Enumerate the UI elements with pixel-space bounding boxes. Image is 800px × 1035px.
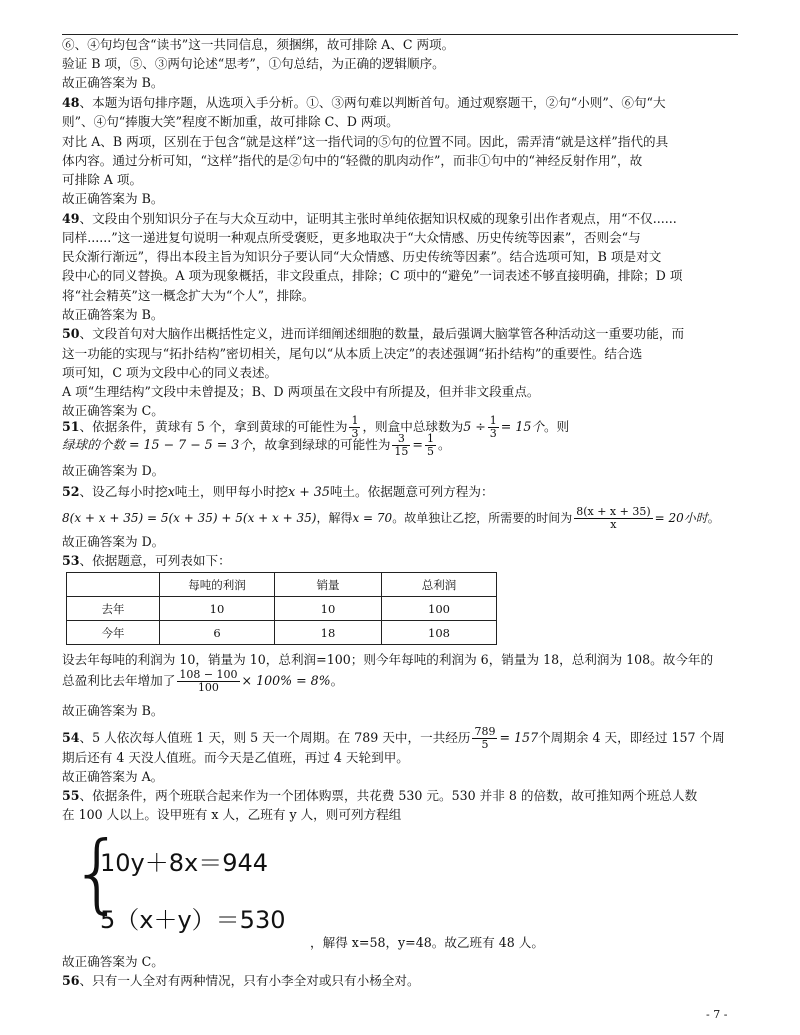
question-number: 50 bbox=[62, 326, 80, 341]
fraction bbox=[392, 433, 410, 458]
text-line: 体内容。通过分析可知，“这样”指代的是②句中的“轻微的肌肉动作”，而非①句中的“神经反射作用”，故 bbox=[62, 153, 643, 168]
question-53 bbox=[62, 552, 231, 570]
text: 、文段首句对大脑作出概括性定义，进而详细阐述细胞的数量，最后强调大脑掌管各种活动这一重要功能，而 bbox=[79, 326, 685, 341]
denominator: 3 bbox=[351, 427, 359, 440]
question-number: 53 bbox=[62, 553, 80, 568]
text-line: 项可知，C 项为文段中心的同义表述。 bbox=[62, 365, 278, 380]
denominator: 15 bbox=[394, 445, 409, 458]
numerator: 789 bbox=[474, 725, 496, 738]
text-line: 故正确答案为 B。 bbox=[62, 191, 164, 206]
formula: = bbox=[412, 437, 423, 452]
formula: = 20小时 bbox=[654, 511, 708, 525]
question-number: 51 bbox=[62, 419, 80, 434]
table-cell: 10 bbox=[160, 597, 275, 621]
text-line: 故正确答案为 B。 bbox=[62, 75, 164, 90]
text-line: 设去年每吨的利润为 10，销量为 10，总利润=100；则今年每吨的利润为 6，销量为 18，总利润为 108。故今年的 bbox=[62, 652, 714, 667]
question-54 bbox=[62, 724, 725, 752]
question-56 bbox=[62, 972, 420, 990]
text: 吨土，则甲每小时挖 bbox=[174, 484, 289, 499]
text-line: ⑥、④句均包含“读书”这一共同信息，须捆绑，故可排除 A、C 两项。 bbox=[62, 37, 455, 52]
table-header-cell: 每吨的利润 bbox=[160, 573, 275, 597]
question-52 bbox=[62, 483, 494, 501]
text-line: 故正确答案为 B。 bbox=[62, 703, 164, 718]
numerator: 1 bbox=[351, 414, 359, 427]
text: 、依据条件，两个班联合起来作为一个团体购票，共花费 530 元。530 并非 8 的倍数，故可推知两个班总人数 bbox=[79, 788, 698, 803]
table-header-cell: 总利润 bbox=[382, 573, 497, 597]
formula: x bbox=[167, 484, 175, 499]
text-line: 同样......”这一递进复句说明一种观点所受褒贬，更多地取决于“大众情感、历史传统等因素”，否则会“与 bbox=[62, 230, 641, 245]
text-line: 故正确答案为 A。 bbox=[62, 769, 164, 784]
text-line: 将“社会精英”这一概念扩大为“个人”，排除。 bbox=[62, 288, 315, 303]
text: 、依据条件，黄球有 5 个，拿到黄球的可能性为 bbox=[79, 419, 348, 434]
denominator: 5 bbox=[481, 738, 489, 751]
page-number: - 7 - bbox=[706, 1008, 728, 1021]
text-line: 可排除 A 项。 bbox=[62, 172, 143, 187]
equation-1: 10y＋8x＝944 bbox=[100, 849, 269, 877]
numerator: 108 − 100 bbox=[179, 668, 238, 681]
formula: x + 35 bbox=[288, 484, 330, 499]
text-line: 故正确答案为 C。 bbox=[62, 954, 164, 969]
table-cell: 今年 bbox=[67, 621, 160, 645]
text-line: 故正确答案为 D。 bbox=[62, 463, 165, 478]
question-number: 49 bbox=[62, 211, 80, 226]
table-cell: 108 bbox=[382, 621, 497, 645]
text: 、文段由个别知识分子在与大众互动中，证明其主张时单纯依据知识权威的现象引出作者观点，用“不仅...... bbox=[79, 211, 677, 226]
text: 。 bbox=[437, 437, 451, 452]
text-line: 期后还有 4 天没人值班。而今天是乙值班，再过 4 天轮到甲。 bbox=[62, 750, 409, 765]
numerator: 1 bbox=[426, 432, 434, 445]
numerator: 8(x + x + 35) bbox=[576, 505, 651, 518]
profit-table bbox=[66, 572, 497, 645]
text-line: 在 100 人以上。设甲班有 x 人，乙班有 y 人，则可列方程组 bbox=[62, 807, 402, 822]
fraction bbox=[425, 433, 436, 458]
table-cell: 18 bbox=[275, 621, 382, 645]
denominator: 3 bbox=[489, 427, 497, 440]
formula: 5 ÷ bbox=[463, 419, 486, 434]
text: ，解得 bbox=[316, 511, 353, 525]
formula: x = 70 bbox=[352, 511, 393, 525]
table-cell: 6 bbox=[160, 621, 275, 645]
text: 总盈利比去年增加了 bbox=[62, 673, 176, 688]
question-50 bbox=[62, 325, 684, 343]
text-line: 对比 A、B 两项，区别在于包含“就是这样”这一指代词的⑤句的位置不同。因此，需弄清“就是这样”指代的具 bbox=[62, 134, 669, 149]
question-number: 52 bbox=[62, 484, 80, 499]
text-line: 则”、④句“捧腹大笑”程度不断加重，故可排除 C、D 两项。 bbox=[62, 114, 399, 129]
text-line: 验证 B 项，⑤、③两句论述“思考”，①句总结，为正确的逻辑顺序。 bbox=[62, 56, 445, 71]
fraction bbox=[472, 726, 497, 751]
text: 、本题为语句排序题，从选项入手分析。①、③两句难以判断首句。通过观察题干，②句“小则”、⑥句“大 bbox=[79, 95, 666, 110]
text-line: 这一功能的实现与“拓扑结构”密切相关，尾句以“从本质上决定”的表述强调“拓扑结构”的重要性。结合选 bbox=[62, 346, 643, 361]
formula: = 15个 bbox=[500, 419, 544, 434]
denominator: x bbox=[610, 518, 617, 531]
question-number: 48 bbox=[62, 95, 80, 110]
equation-brace: { bbox=[70, 823, 125, 923]
table-cell: 100 bbox=[382, 597, 497, 621]
text: 。 bbox=[707, 511, 720, 525]
numerator: 1 bbox=[489, 414, 497, 427]
text: ，故拿到绿球的可能性为 bbox=[251, 437, 391, 452]
text: ，则盒中总球数为 bbox=[362, 419, 464, 434]
denominator: 5 bbox=[426, 445, 434, 458]
text-line bbox=[62, 503, 720, 533]
equation-2: 5（x＋y）＝530 bbox=[100, 906, 286, 934]
fraction bbox=[177, 669, 239, 694]
text: 、依据题意，可列表如下： bbox=[79, 553, 231, 568]
text-line: ，解得 x=58，y=48。故乙班有 48 人。 bbox=[310, 935, 544, 950]
table-cell: 去年 bbox=[67, 597, 160, 621]
text: 。故单独让乙挖，所需要的时间为 bbox=[392, 511, 573, 525]
table-row bbox=[67, 621, 497, 645]
text-line: 故正确答案为 B。 bbox=[62, 307, 164, 322]
text-line bbox=[62, 432, 451, 458]
table-header-row bbox=[67, 573, 497, 597]
text: 、5 人依次每人值班 1 天，则 5 天一个周期。在 789 天中，一共经历 bbox=[79, 730, 471, 745]
text-line: 民众渐行渐远”，得出本段主旨为知识分子要认同“大众情感、历史传统等因素”。结合选项可知，B 项是对文 bbox=[62, 249, 662, 264]
text: 、只有一人全对有两种情况，只有小李全对或只有小杨全对。 bbox=[79, 973, 420, 988]
text: 。 bbox=[330, 673, 344, 688]
table-header-cell: 销量 bbox=[275, 573, 382, 597]
formula: 8(x + x + 35) = 5(x + 35) + 5(x + x + 35) bbox=[62, 511, 317, 525]
header-rule bbox=[62, 34, 738, 35]
text-line bbox=[62, 666, 343, 696]
table-row bbox=[67, 597, 497, 621]
question-number: 55 bbox=[62, 788, 80, 803]
table-cell: 10 bbox=[275, 597, 382, 621]
question-49 bbox=[62, 210, 677, 228]
text-line: 段中心的同义替换。A 项为现象概括，非文段重点，排除；C 项中的“避免”一词表述不够直接明确，排除；D 项 bbox=[62, 268, 683, 283]
text-line: A 项“生理结构”文段中未曾提及；B、D 两项虽在文段中有所提及，但并非文段重点。 bbox=[62, 384, 540, 399]
question-48 bbox=[62, 94, 666, 112]
formula: 绿球的个数 = 15 − 7 − 5 = 3个 bbox=[62, 437, 252, 452]
text: 。则 bbox=[543, 419, 570, 434]
text-line: 故正确答案为 D。 bbox=[62, 534, 165, 549]
numerator: 3 bbox=[392, 433, 410, 446]
question-number: 56 bbox=[62, 973, 80, 988]
fraction bbox=[488, 415, 499, 440]
question-number: 54 bbox=[62, 730, 80, 745]
question-55 bbox=[62, 787, 697, 805]
formula: × 100% = 8% bbox=[241, 673, 331, 688]
fraction bbox=[574, 506, 652, 531]
text-line: 故正确答案为 C。 bbox=[62, 403, 164, 418]
text: 、设乙每小时挖 bbox=[79, 484, 168, 499]
text: 个周期余 4 天，即经过 157 个周 bbox=[538, 730, 725, 745]
table-header-cell bbox=[67, 573, 160, 597]
denominator: 100 bbox=[197, 681, 219, 694]
text: 吨土。依据题意可列方程为： bbox=[329, 484, 494, 499]
formula: = 157 bbox=[499, 730, 539, 745]
